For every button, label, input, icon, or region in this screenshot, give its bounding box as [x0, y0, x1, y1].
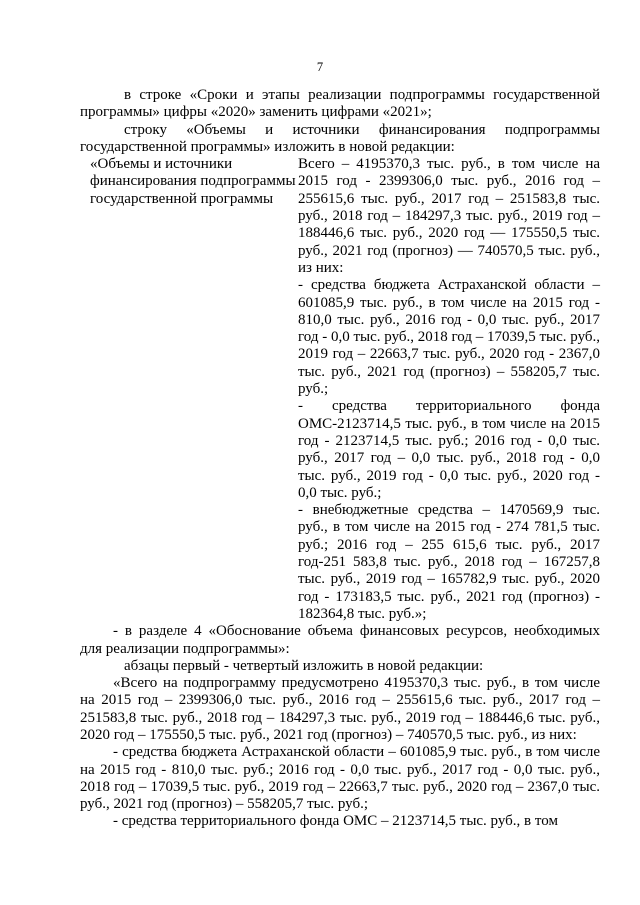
funding-oms: - средства территориального фонда ОМС-2123714,5 тыс. руб., в том числе на 2015 год - 2123714,5 тыс. руб.; 2016 год - 0,0 тыс. руб., 2017 год – 0,0 тыс. руб., 2018 год - 0,0 тыс. руб., 2019 год - 0,0 тыс. руб., 2020 год - 0,0 тыс. руб.; — [298, 398, 600, 501]
funding-total: Всего – 4195370,3 тыс. руб., в том числе на 2015 год - 2399306,0 тыс. руб., 2016 год – 255615,6 тыс. руб., 2017 год – 251583,8 тыс. руб., 2018 год – 184297,3 тыс. руб., 2019 год – 188446,6 тыс. руб., 2020 год — 175550,5 тыс. руб., 2021 год (прогноз) — 740570,5 тыс. руб., из них: — [298, 156, 600, 276]
funding-table-label: «Объемы и источники финансирования подпрограммы государственной программы — [90, 156, 296, 207]
document-body — [80, 87, 600, 831]
paragraph-section-4: - в разделе 4 «Обоснование объема финансовых ресурсов, необходимых для реализации подпрограммы»: — [80, 623, 600, 657]
funding-table-label-cell — [80, 156, 298, 623]
paragraph-oms: - средства территориального фонда ОМС – 2123714,5 тыс. руб., в том — [113, 813, 558, 830]
funding-regional-budget: - средства бюджета Астраханской области – 601085,9 тыс. руб., в том числе на 2015 год - 810,0 тыс. руб., 2016 год - 0,0 тыс. руб., 2017 год - 0,0 тыс. руб., 2018 год – 17039,5 тыс. руб., 2019 год – 22663,7 тыс. руб., 2020 год - 2367,0 тыс. руб., 2021 год (прогноз) – 558205,7 тыс. руб.; — [298, 277, 601, 398]
funding-table — [80, 156, 600, 623]
paragraph-total-funding: «Всего на подпрограмму предусмотрено 4195370,3 тыс. руб., в том числе на 2015 год – 2399306,0 тыс. руб., 2016 год – 255615,6 тыс. руб., 2017 год – 251583,8 тыс. руб., 2018 год – 184297,3 тыс. руб., 2019 год – 188446,6 тыс. руб., 2020 год – 175550,5 тыс. руб., 2021 год (прогноз) – 740570,5 тыс. руб., из них: — [80, 675, 600, 743]
page-number: 7 — [316, 60, 324, 74]
paragraph-new-edition: абзацы первый - четвертый изложить в новой редакции: — [124, 657, 484, 674]
funding-table-value-cell — [298, 156, 600, 623]
paragraph-regional-budget: - средства бюджета Астраханской области – 601085,9 тыс. руб., в том числе на 2015 год - 810,0 тыс. руб.; 2016 год - 0,0 тыс. руб., 2017 год - 0,0 тыс. руб., 2018 год – 17039,5 тыс. руб., 2019 год – 22663,7 тыс. руб., 2020 год – 2367,0 тыс. руб., 2021 год (прогноз) – 558205,7 тыс. руб.; — [80, 744, 600, 813]
funding-extrabudgetary: - внебюджетные средства – 1470569,9 тыс. руб., в том числе на 2015 год - 274 781,5 тыс. руб.; 2016 год – 255 615,6 тыс. руб., 2017 год-251 583,8 тыс. руб., 2018 год – 167257,8 тыс. руб., 2019 год – 165782,9 тыс. руб., 2020 год - 173183,5 тыс. руб., 2021 год (прогноз) - 182364,8 тыс. руб.»; — [298, 502, 600, 622]
paragraph-term-change: в строке «Сроки и этапы реализации подпрограммы государственной программы» цифры «2020» заменить цифрами «2021»; — [80, 87, 600, 121]
paragraph-funding-intro: строку «Объемы и источники финансирования подпрограммы государственной программы» изложить в новой редакции: — [80, 121, 600, 155]
